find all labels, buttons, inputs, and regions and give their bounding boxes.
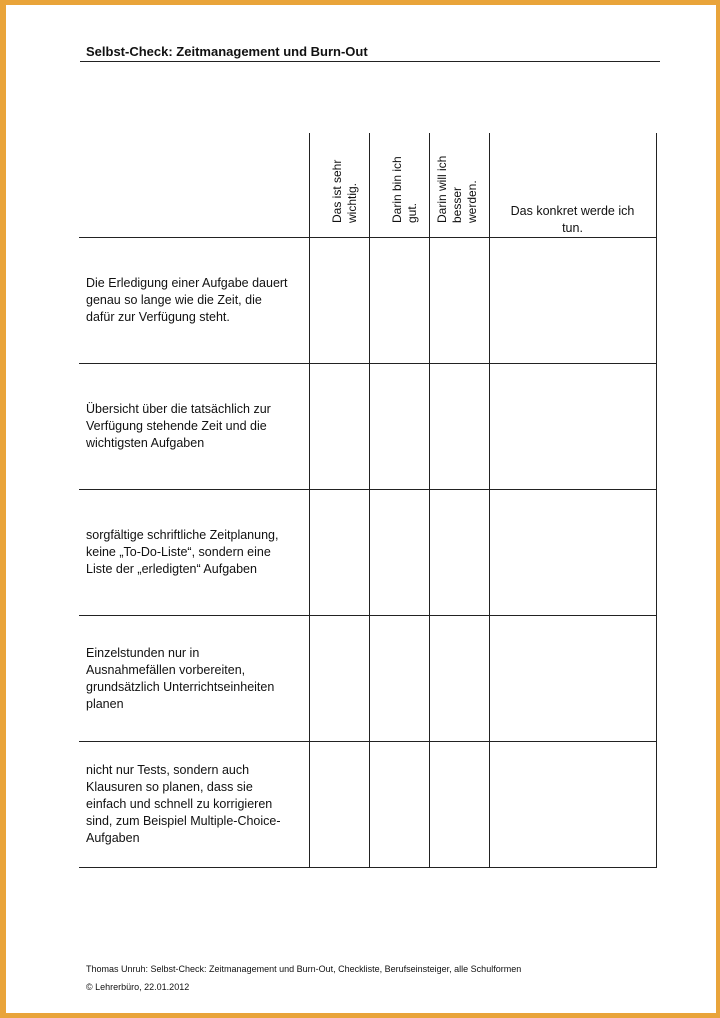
action-cell[interactable] <box>489 364 656 490</box>
checkbox-cell-important[interactable] <box>309 490 369 616</box>
table-row <box>79 616 656 742</box>
checkbox-cell-good-at[interactable] <box>369 238 429 364</box>
row-item-text: Die Erledigung einer Aufgabe dauert genau so lange wie die Zeit, die dafür zur Verfügung steht. <box>86 276 288 324</box>
column-header-important <box>309 133 369 238</box>
column-header-good-at <box>369 133 429 238</box>
checkbox-cell-important[interactable] <box>309 238 369 364</box>
table-row <box>79 490 656 616</box>
header-empty-cell <box>79 133 309 238</box>
action-cell[interactable] <box>489 742 656 868</box>
checkbox-cell-good-at[interactable] <box>369 616 429 742</box>
column-header-action: Das konkret werde ich tun. <box>489 133 656 238</box>
checkbox-cell-good-at[interactable] <box>369 364 429 490</box>
checkbox-cell-important[interactable] <box>309 742 369 868</box>
checkbox-cell-important[interactable] <box>309 364 369 490</box>
row-item-text: sorgfältige schriftliche Zeitplanung, keine „To-Do-Liste“, sondern eine Liste der „erledigten“ Aufgaben <box>86 528 279 576</box>
table-row <box>79 364 656 490</box>
action-cell[interactable] <box>489 490 656 616</box>
page-title: Selbst-Check: Zeitmanagement und Burn-Out <box>86 44 368 59</box>
checkbox-cell-improve[interactable] <box>429 238 489 364</box>
checkbox-cell-good-at[interactable] <box>369 742 429 868</box>
column-header-label: Darin will ich besser werden. <box>434 155 479 223</box>
document-page <box>6 5 716 1013</box>
title-underline <box>80 61 660 62</box>
column-header-label: Darin bin ich gut. <box>389 156 419 223</box>
action-cell[interactable] <box>489 616 656 742</box>
checkbox-cell-important[interactable] <box>309 616 369 742</box>
checkbox-cell-improve[interactable] <box>429 742 489 868</box>
checklist-table <box>79 133 657 868</box>
column-header-label: Das ist sehr wichtig. <box>329 159 359 223</box>
row-item-text: Einzelstunden nur in Ausnahmefällen vorbereiten, grundsätzlich Unterrichtseinheiten planen <box>86 645 275 711</box>
checkbox-cell-improve[interactable] <box>429 364 489 490</box>
checkbox-cell-improve[interactable] <box>429 616 489 742</box>
column-header-improve <box>429 133 489 238</box>
table-row <box>79 238 656 364</box>
table-header-row <box>79 133 656 238</box>
checkbox-cell-improve[interactable] <box>429 490 489 616</box>
footer-credit: Thomas Unruh: Selbst-Check: Zeitmanagement und Burn-Out, Checkliste, Berufseinsteiger, alle Schulformen <box>86 964 522 974</box>
action-cell[interactable] <box>489 238 656 364</box>
footer-copyright: © Lehrerbüro, 22.01.2012 <box>86 982 190 992</box>
checkbox-cell-good-at[interactable] <box>369 490 429 616</box>
row-item-text: Übersicht über die tatsächlich zur Verfügung stehende Zeit und die wichtigsten Aufgaben <box>86 402 271 450</box>
table-row <box>79 742 656 868</box>
row-item-text: nicht nur Tests, sondern auch Klausuren so planen, dass sie einfach und schnell zu korrigieren sind, zum Beispiel Multiple-Choice- Aufgaben <box>86 763 281 845</box>
